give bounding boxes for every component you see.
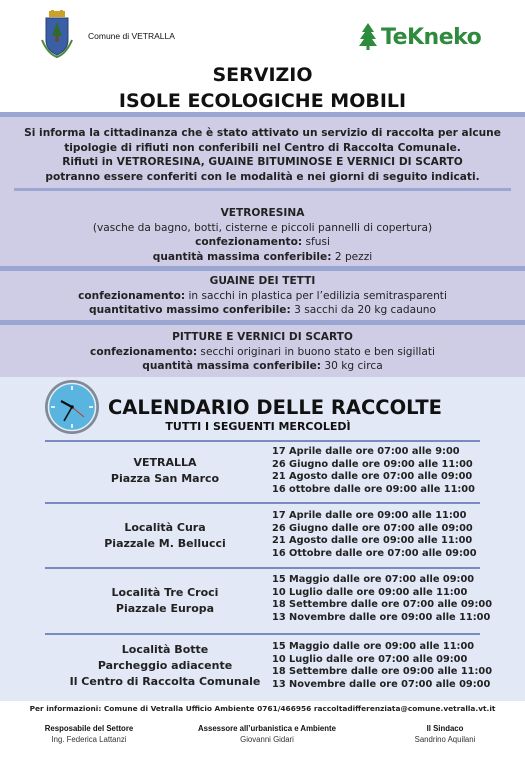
location-line: Il Centro di Raccolta Comunale <box>69 675 261 688</box>
intro-line: Rifiuti in VETRORESINA, GUAINE BITUMINOSE E VERNICI DI SCARTO <box>62 156 463 169</box>
comune-label: Comune di VETRALLA <box>88 31 175 41</box>
date-line: 21 Agosto dalle ore 07:00 alle 09:00 <box>272 471 473 483</box>
contact-info: Per informazioni: Comune di Vetralla Ufficio Ambiente 0761/466956 raccoltadifferenziata@comune.vetralla.vt.it <box>29 704 496 713</box>
row-divider <box>45 502 480 504</box>
date-line: 16 Ottobre dalle ore 07:00 alle 09:00 <box>272 547 477 559</box>
tree-logo-icon <box>357 22 379 50</box>
date-line: 10 Luglio dalle ore 07:00 alle 09:00 <box>272 653 468 665</box>
signature-name: Ing. Federica Lattanzi <box>51 735 127 744</box>
section-pitture <box>0 330 525 374</box>
signature-role: Assessore all’urbanistica e Ambiente <box>198 724 336 733</box>
signature-responsabile <box>4 724 174 744</box>
location-line: Località Botte <box>121 643 209 656</box>
qty-label: quantitativo massimo conferibile: <box>88 304 291 317</box>
pack-label: confezionamento: <box>90 345 198 358</box>
divider-band <box>0 112 525 117</box>
date-line: 26 Giugno dalle ore 09:00 alle 11:00 <box>272 458 473 470</box>
qty-label: quantità massima conferibile: <box>142 360 322 373</box>
pack-value: in sacchi in plastica per l’edilizia semitrasparenti <box>185 289 447 302</box>
clock-icon <box>44 379 100 435</box>
location-line: VETRALLA <box>133 456 197 469</box>
divider-band <box>0 266 525 271</box>
section-title: VETRORESINA <box>220 207 305 219</box>
section-title: PITTURE E VERNICI DI SCARTO <box>172 331 353 343</box>
location-line: Località Cura <box>124 521 206 534</box>
location-line: Piazzale Europa <box>115 602 215 615</box>
signature-name: Sandrino Aquilani <box>414 735 476 744</box>
page-title-line2: ISOLE ECOLOGICHE MOBILI <box>118 90 407 112</box>
date-line: 26 Giugno dalle ore 07:00 alle 09:00 <box>272 522 473 534</box>
date-line: 17 Aprile dalle ore 07:00 alle 9:00 <box>272 446 460 457</box>
signature-assessore <box>172 724 362 744</box>
divider-band <box>0 320 525 325</box>
date-line: 21 Agosto dalle ore 09:00 alle 11:00 <box>272 535 473 547</box>
qty-value: 30 kg circa <box>321 360 383 373</box>
location-line: Parcheggio adiacente <box>97 659 233 672</box>
location-cura <box>60 520 270 552</box>
dates-vetralla <box>272 446 502 496</box>
signature-role: Resposabile del Settore <box>44 724 134 733</box>
section-desc: (vasche da bagno, botti, cisterne e piccoli pannelli di copertura) <box>92 221 433 234</box>
section-vetroresina <box>0 206 525 264</box>
tekneko-logo-text: TeKneko <box>381 25 482 50</box>
location-line: Località Tre Croci <box>111 586 219 599</box>
date-line: 17 Aprile dalle ore 09:00 alle 11:00 <box>272 510 467 521</box>
location-line: Piazza San Marco <box>110 472 220 485</box>
dates-cura <box>272 510 502 560</box>
date-line: 15 Maggio dalle ore 07:00 alle 09:00 <box>272 574 475 585</box>
row-divider <box>45 567 480 569</box>
calendar-title: CALENDARIO DELLE RACCOLTE <box>108 396 442 419</box>
pack-label: confezionamento: <box>78 289 186 302</box>
dates-botte <box>272 641 502 691</box>
location-tre-croci <box>60 585 270 617</box>
qty-value: 3 sacchi da 20 kg cadauno <box>290 304 436 317</box>
location-line: Piazzale M. Bellucci <box>104 537 226 550</box>
row-divider <box>45 633 480 635</box>
section-title: GUAINE DEI TETTI <box>209 275 316 287</box>
dates-tre-croci <box>272 574 502 624</box>
signature-name: Giovanni Gidari <box>240 735 294 744</box>
page-title-line1: SERVIZIO <box>212 64 313 86</box>
signature-sindaco <box>360 724 525 744</box>
row-divider <box>45 440 480 442</box>
date-line: 18 Settembre dalle ore 07:00 alle 09:00 <box>272 599 493 611</box>
coat-of-arms-icon <box>40 10 74 58</box>
date-line: 13 Novembre dalle ore 07:00 alle 09:00 <box>272 678 491 690</box>
intro-line: tipologie di rifiuti non conferibili nel Centro di Raccolta Comunale. <box>64 141 461 154</box>
signature-role: Il Sindaco <box>426 724 464 733</box>
location-vetralla <box>60 455 270 487</box>
date-line: 15 Maggio dalle ore 09:00 alle 11:00 <box>272 641 475 652</box>
divider-band <box>14 188 511 191</box>
date-line: 13 Novembre dalle ore 09:00 alle 11:00 <box>272 611 491 623</box>
intro-text <box>14 126 511 184</box>
pack-label: confezionamento: <box>195 236 303 249</box>
date-line: 16 ottobre dalle ore 09:00 alle 11:00 <box>272 483 475 495</box>
section-guaine <box>0 274 525 318</box>
qty-value: 2 pezzi <box>331 250 373 263</box>
intro-line: Si informa la cittadinanza che è stato attivato un servizio di raccolta per alcune <box>24 127 501 139</box>
qty-label: quantità massima conferibile: <box>152 250 332 263</box>
date-line: 10 Luglio dalle ore 09:00 alle 11:00 <box>272 586 468 598</box>
date-line: 18 Settembre dalle ore 09:00 alle 11:00 <box>272 666 493 678</box>
location-botte <box>60 642 270 690</box>
intro-line: potranno essere conferiti con le modalità e nei giorni di seguito indicati. <box>45 170 480 183</box>
calendar-subtitle: TUTTI I SEGUENTI MERCOLEDÌ <box>165 420 351 433</box>
pack-value: sfusi <box>302 236 330 249</box>
pack-value: secchi originari in buono stato e ben sigillati <box>197 345 435 358</box>
